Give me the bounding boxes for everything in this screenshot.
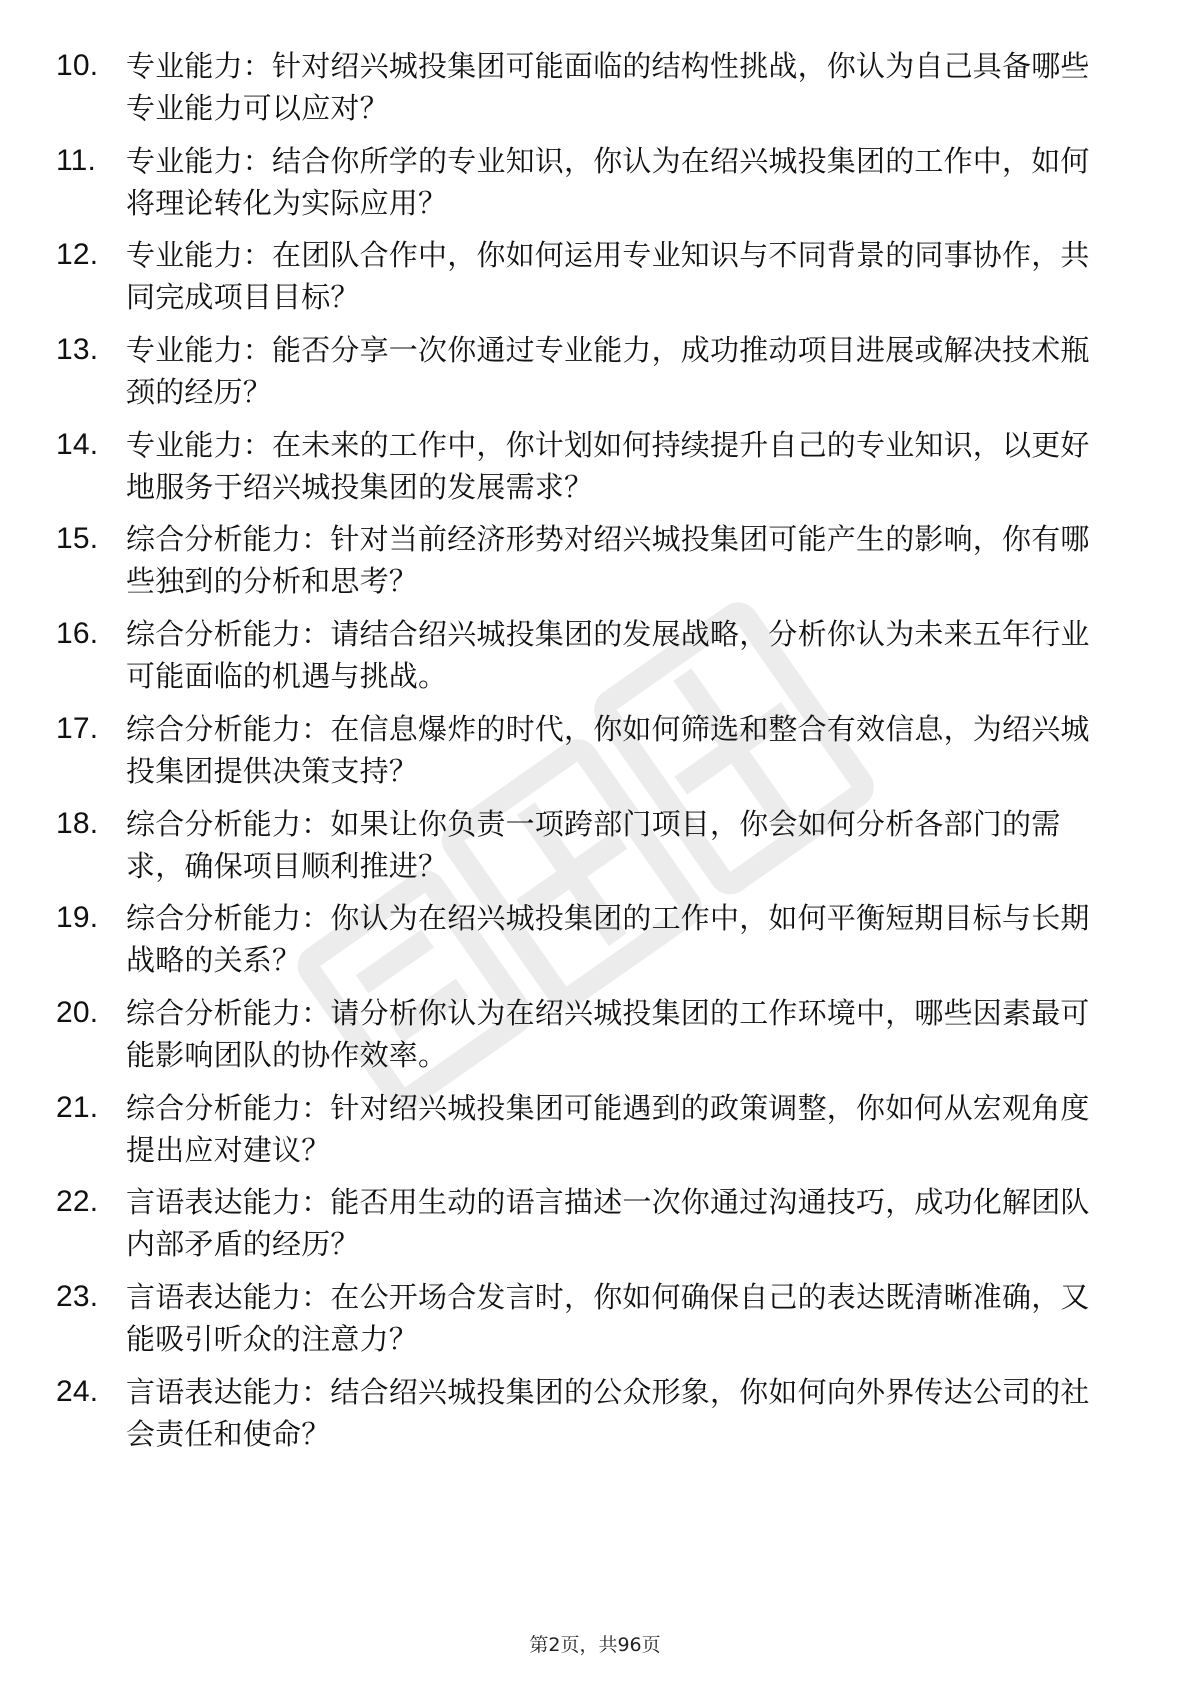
question-number: 18.	[56, 806, 99, 840]
question-number: 15.	[56, 522, 99, 556]
question-text: 综合分析能力：你认为在绍兴城投集团的工作中，如何平衡短期目标与长期战略的关系？	[126, 901, 1090, 978]
question-text: 综合分析能力：针对绍兴城投集团可能遇到的政策调整，你如何从宏观角度提出应对建议？	[126, 1090, 1090, 1167]
list-item	[0, 708, 1190, 803]
question-number: 12.	[56, 238, 99, 272]
question-number: 23.	[56, 1279, 99, 1313]
question-number: 19.	[56, 901, 99, 935]
question-list	[0, 45, 1190, 1465]
question-text: 综合分析能力：如果让你负责一项跨部门项目，你会如何分析各部门的需求，确保项目顺利推进？	[126, 806, 1061, 883]
list-item	[0, 518, 1190, 613]
question-text: 言语表达能力：结合绍兴城投集团的公众形象，你如何向外界传达公司的社会责任和使命？	[126, 1374, 1090, 1451]
page-footer	[0, 1630, 1190, 1657]
list-item	[0, 1371, 1190, 1466]
question-text: 专业能力：在未来的工作中，你计划如何持续提升自己的专业知识，以更好地服务于绍兴城投集团的发展需求？	[126, 427, 1090, 504]
question-text: 综合分析能力：请结合绍兴城投集团的发展战略，分析你认为未来五年行业可能面临的机遇与挑战。	[126, 617, 1090, 694]
question-number: 20.	[56, 995, 99, 1029]
question-number: 24.	[56, 1374, 99, 1408]
question-text: 综合分析能力：针对当前经济形势对绍兴城投集团可能产生的影响，你有哪些独到的分析和思考？	[126, 522, 1090, 599]
question-number: 16.	[56, 617, 99, 651]
list-item	[0, 992, 1190, 1087]
question-number: 11.	[56, 143, 97, 177]
list-item	[0, 897, 1190, 992]
question-text: 言语表达能力：在公开场合发言时，你如何确保自己的表达既清晰准确，又能吸引听众的注意力？	[126, 1279, 1090, 1356]
question-text: 综合分析能力：请分析你认为在绍兴城投集团的工作环境中，哪些因素最可能影响团队的协作效率。	[126, 995, 1090, 1072]
question-number: 13.	[56, 333, 99, 367]
question-number: 22.	[56, 1185, 99, 1219]
question-text: 专业能力：结合你所学的专业知识，你认为在绍兴城投集团的工作中，如何将理论转化为实际应用？	[126, 143, 1090, 220]
question-number: 10.	[56, 49, 99, 82]
question-text: 专业能力：针对绍兴城投集团可能面临的结构性挑战，你认为自己具备哪些专业能力可以应对？	[126, 49, 1090, 125]
question-text: 专业能力：在团队合作中，你如何运用专业知识与不同背景的同事协作，共同完成项目目标？	[126, 238, 1090, 315]
question-text: 专业能力：能否分享一次你通过专业能力，成功推动项目进展或解决技术瓶颈的经历？	[126, 333, 1090, 410]
list-item	[0, 234, 1190, 329]
list-item	[0, 803, 1190, 898]
page-number-label: 第2页，共96页	[529, 1634, 661, 1656]
list-item	[0, 45, 1190, 140]
list-item	[0, 424, 1190, 519]
list-item	[0, 140, 1190, 235]
question-text: 综合分析能力：在信息爆炸的时代，你如何筛选和整合有效信息，为绍兴城投集团提供决策支持？	[126, 711, 1090, 788]
question-text: 言语表达能力：能否用生动的语言描述一次你通过沟通技巧，成功化解团队内部矛盾的经历？	[126, 1185, 1090, 1262]
question-number: 14.	[56, 427, 99, 461]
question-number: 17.	[56, 711, 99, 745]
list-item	[0, 1276, 1190, 1371]
list-item	[0, 1181, 1190, 1276]
list-item	[0, 613, 1190, 708]
question-number: 21.	[56, 1090, 99, 1124]
list-item	[0, 1087, 1190, 1182]
list-item	[0, 329, 1190, 424]
